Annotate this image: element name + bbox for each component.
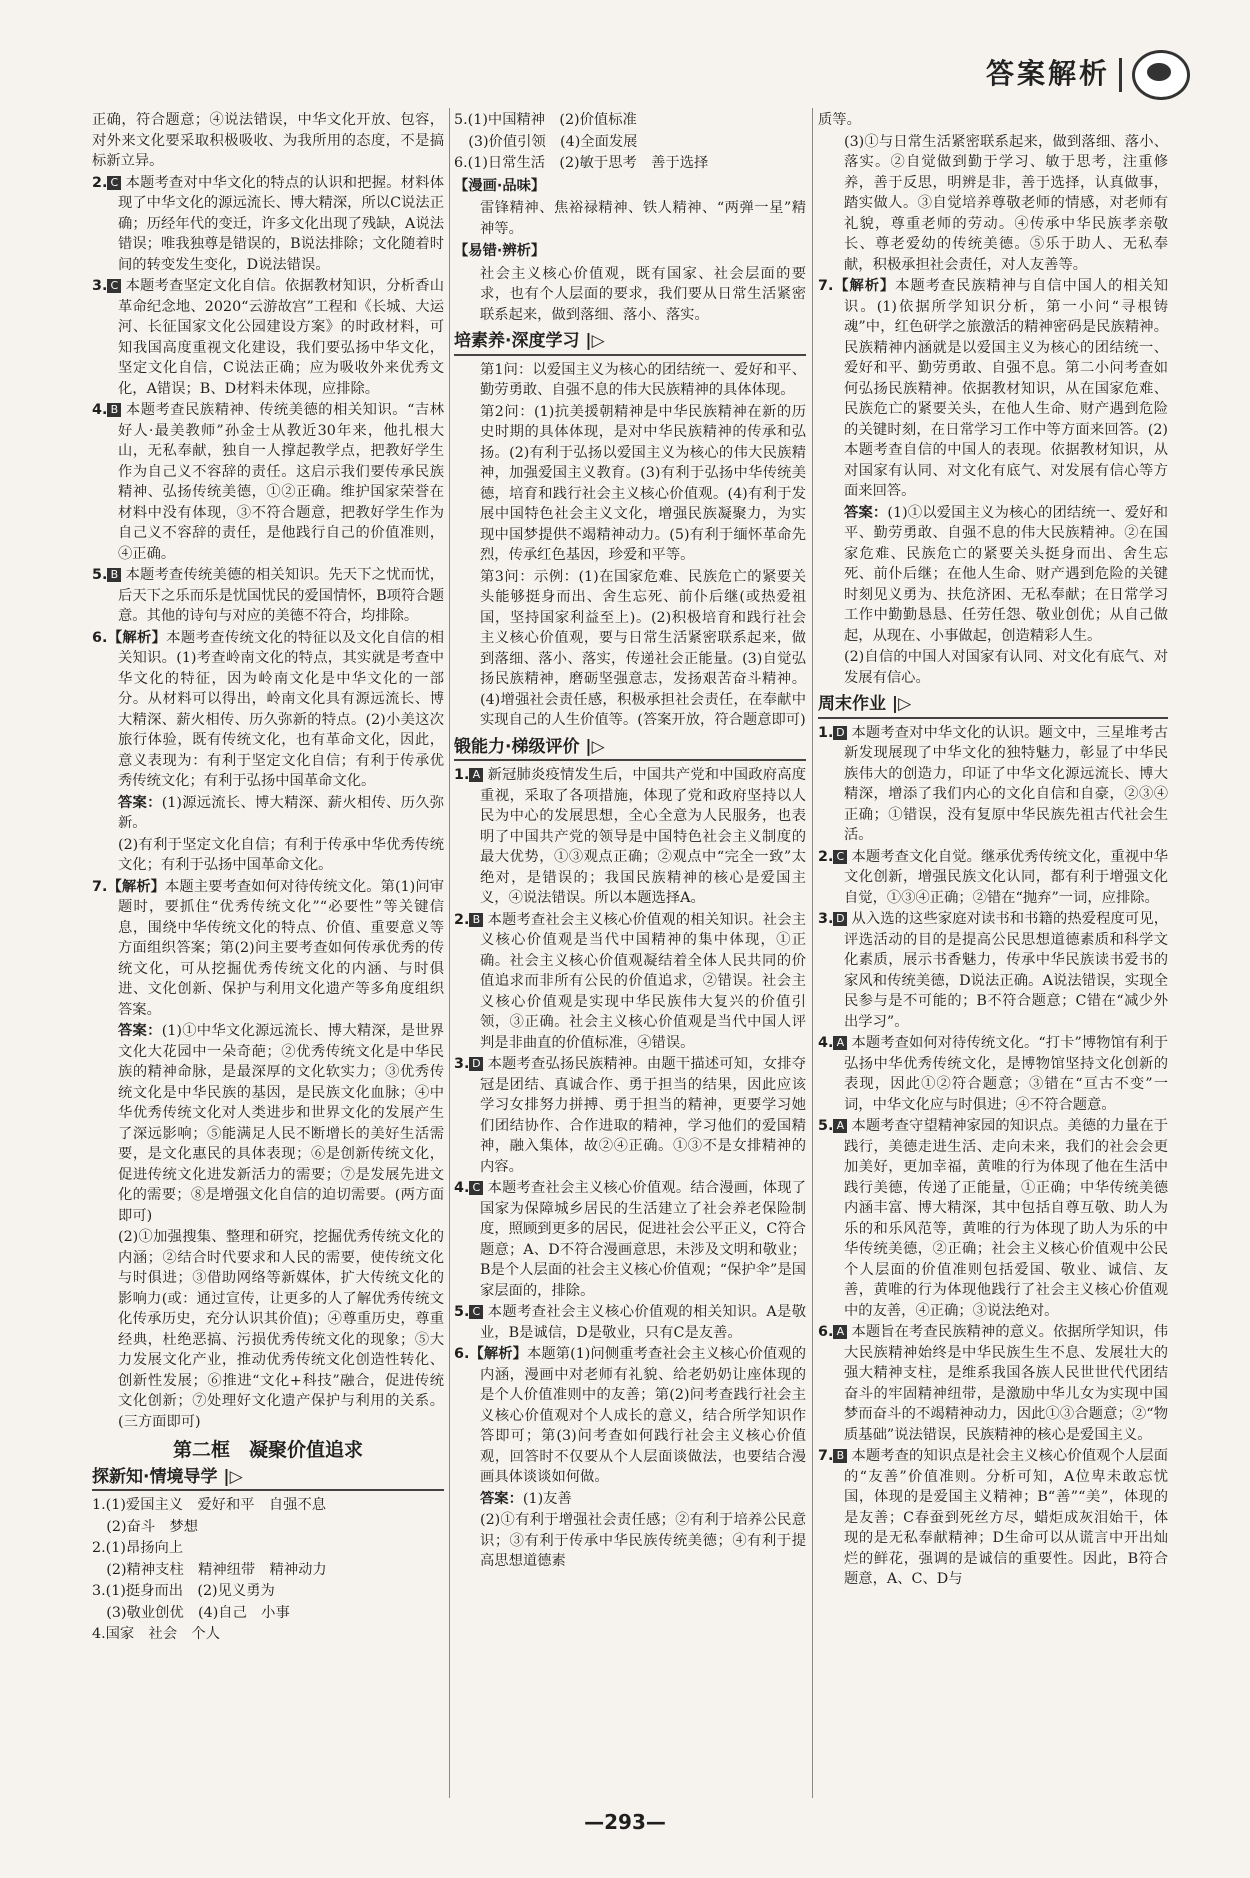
answer-item — [92, 173, 444, 276]
answer-item — [818, 503, 1168, 647]
item-number: 6. — [818, 1324, 834, 1340]
answer-line: 3.(1)挺身而出 (2)见义勇为 — [92, 1583, 275, 1599]
item-text: 本题考查对中华文化的特点的认识和把握。材料体现了中华文化的源远流长、博大精深，所以C说法正确；历经年代的变迁，许多文化出现了残缺，A说法错误；唯我独尊是错误的，B说法排除；文化随着时间的转变发生变化，D说法错误。 — [118, 174, 444, 273]
item-text: 从入选的这些家庭对读书和书籍的热爱程度可见，评选活动的目的是提高公民思想道德素质和科学文化素质，展示书香魅力，传承中华民族读书爱书的家风和传统美德，D说法正确。A说法错误，实现全民参与是不可能的；B不符合题意；C错在“减少外出学习”。 — [844, 911, 1168, 1030]
answer-label: 答案： — [118, 1023, 162, 1039]
answer-letter-badge: B — [469, 913, 483, 927]
answer-paragraph: 第3问：示例：(1)在国家危难、民族危亡的紧要关头能够挺身而出、舍生忘死、前仆后继(或热爱祖国，坚持国家利益至上)。(2)积极培育和践行社会主义核心价值观，要与日常生活紧密联系起来，做到落细、落小、落实，传递社会正能量。(3)自觉弘扬民族精神，磨砺坚强意志，发扬艰苦奋斗精神。(4)增强社会责任感，积极承担社会责任，在奉献中实现自己的人生价值等。(答案开放，符合题意即可) — [480, 568, 806, 728]
item-number: 4. — [454, 1180, 470, 1196]
answer-letter-badge: D — [833, 726, 847, 740]
item-text: 本题考查如何对待传统文化。“打卡”博物馆有利于弘扬中华优秀传统文化，是博物馆坚持文化创新的表现，因此①②符合题意；③错在“亘古不变”一词，中华文化应与时俱进；④不符合题意。 — [844, 1035, 1168, 1113]
item-text: 本题考查坚定文化自信。依据教材知识，分析香山革命纪念地、2020“云游故宫”工程和《长城、大运河、长征国家文化公园建设方案》的时政材料，可知我国高度重视文化建设，我们要弘扬中华文化，坚定文化自信，C说法正确；应为吸收外来优秀文化，A错误；B、D材料未体现，应排除。 — [118, 278, 444, 397]
item-text: 新冠肺炎疫情发生后，中国共产党和中国政府高度重视，采取了各项措施，体现了党和政府坚持以人民为中心的发展思想，全心全意为人民服务，也表明了中国共产党的领导是中国特色社会主义制度的最大优势，①③观点正确；②观点中“完全一致”太绝对，是错误的；我国民族精神的核心是爱国主义，④说法错误。所以本题选择A。 — [480, 767, 806, 906]
answer-item — [454, 1344, 806, 1488]
answer-item — [92, 1227, 444, 1432]
item-text: 本题考查社会主义核心价值观的相关知识。A是敬业，B是诚信，D是敬业，只有C是友善。 — [480, 1304, 806, 1341]
answer-line: 4.国家 社会 个人 — [92, 1626, 221, 1642]
answer-item — [818, 276, 1168, 502]
answer-letter-badge: C — [469, 1181, 483, 1195]
answer-item — [92, 835, 444, 876]
answer-item — [818, 847, 1168, 909]
item-number: 3. — [92, 278, 108, 294]
analysis-label: 【解析】 — [833, 278, 896, 294]
section-heading: 周末作业 |▷ — [818, 694, 1168, 719]
item-text: 本题第(1)问侧重考查社会主义核心价值观的内涵，漫画中对老师有礼貌、给老奶奶让座体现的是个人价值准则中的友善；第(2)问考查践行社会主义核心价值观对个人成长的意义，结合所学知识作答即可；第(3)问考查如何践行社会主义核心价值观，回答时不仅要从个人层面谈做法，也要结合漫画具体谈谈如何做。 — [480, 1346, 807, 1485]
section-heading: 探新知·情境导学 |▷ — [92, 1467, 444, 1492]
answer-item — [92, 793, 444, 834]
item-text: (2)有利于坚定文化自信；有利于传承中华优秀传统文化；有利于弘扬中国革命文化。 — [118, 836, 444, 873]
answer-line: 1.(1)爱国主义 爱好和平 自强不息 — [92, 1497, 327, 1513]
answer-letter-badge: C — [107, 279, 121, 293]
answer-label: 答案： — [118, 794, 162, 811]
answer-item — [92, 276, 444, 399]
page-number: —293— — [584, 1810, 666, 1834]
answer-line: (2)精神支柱 精神纽带 精神动力 — [92, 1561, 327, 1578]
answer-letter-badge: A — [833, 1325, 847, 1339]
item-text: (1)源远流长、博大精深、薪火相传、历久弥新。 — [118, 794, 445, 831]
item-number: 2. — [92, 174, 108, 191]
column-divider — [449, 108, 450, 1798]
item-text: 质等。 — [818, 112, 861, 128]
item-text: (1)友善 — [522, 1490, 572, 1507]
item-text: 本题主要考查如何对待传统文化。第(1)问审题时，要抓住“优秀传统文化”“必要性”等关键信息，围绕中华传统文化的特点、价值、重要意义等方面组织答案；第(2)问主要考查如何传承优秀的传统文化，可从挖掘优秀传统文化的内涵、与时俱进、文化创新、保护与利用文化遗产等多角度组织答案。 — [118, 878, 445, 1018]
answer-letter-badge: D — [833, 912, 847, 926]
section-heading: 锻能力·梯级评价 |▷ — [454, 737, 806, 762]
item-number: 5. — [818, 1118, 834, 1134]
answer-item — [818, 110, 1168, 131]
answer-item — [92, 110, 444, 172]
item-number: 1. — [818, 724, 834, 741]
item-text: 本题旨在考查民族精神的意义。依据所学知识，伟大民族精神始终是中华民族生生不息、发展壮大的强大精神支柱，是维系我国各族人民世世代代团结奋斗的牢固精神纽带，是激励中华儿女为实现中国梦而奋斗的不竭精神动力，因此①③合题意；②“物质基础”说法错误，民族精神的核心是爱国主义。 — [844, 1324, 1168, 1443]
item-number: 4. — [818, 1035, 834, 1051]
item-text: 本题考查的知识点是社会主义核心价值观个人层面的“友善”价值准则。分析可知，A位卑未敢忘忧国，体现的是爱国主义精神；B“善”“美”，体现的是友善；C春蚕到死丝方尽，蜡炬成灰泪始干，体现的是无私奉献精神；D生命可以从谎言中开出灿烂的鲜花，强调的是诚信的重要性。因此，B符合题意，A、C、D与 — [844, 1448, 1168, 1587]
item-text: 正确，符合题意；④说法错误，中华文化开放、包容，对外来文化要采取积极吸收、为我所用的态度，不是搞标新立异。 — [92, 112, 444, 169]
publisher-logo-icon — [1132, 50, 1190, 100]
item-text: (2)①有利于增强社会责任感；②有利于培养公民意识；③有利于传承中华民族传统美德；④有利于提高思想道德素 — [480, 1512, 806, 1569]
answer-letter-badge: C — [107, 176, 121, 190]
answer-letter-badge: B — [107, 568, 121, 582]
item-text: (1)①中华文化源远流长、博大精深，是世界文化大花园中一朵奇葩；②优秀传统文化是中华民族的精神命脉，是最深厚的文化软实力；③优秀传统文化是中华民族的基因，是民族文化血脉；④中华优秀传统文化对人类进步和世界文化的发展产生了深远影响；⑤能满足人民不断增长的美好生活需要，是文化惠民的具体表现；⑥是创新传统文化，促进传统文化进发新活力的需要；⑦是发展先进文化的需要；⑧是增强文化自信的迫切需要。(两方面即可) — [118, 1023, 445, 1224]
item-text: 本题考查民族精神、传统美德的相关知识。“吉林好人·最美教师”孙金士从教近30年来，他扎根大山，无私奉献，独自一人撑起教学点，把教好学生作为自己义不容辞的责任。这启示我们要传承民族精神、弘扬传统美德，①②正确。维护国家荣誉在材料中没有体现，③不符合题意，把教好学生作为自己义不容辞的责任，是他践行自己的价值准则，④正确。 — [118, 402, 444, 562]
column-right — [818, 110, 1168, 1591]
answer-item — [92, 628, 444, 792]
answer-item — [818, 1322, 1168, 1445]
column-divider — [812, 108, 813, 1798]
answer-letter-badge: C — [833, 850, 847, 864]
answer-paragraph: 第1问：以爱国主义为核心的团结统一、爱好和平、勤劳勇敢、自强不息的伟大民族精神的具体体现。 — [480, 361, 807, 398]
section-heading: 培素养·深度学习 |▷ — [454, 331, 806, 356]
item-number: 7. — [818, 1448, 834, 1464]
analysis-label: 【解析】 — [107, 878, 165, 895]
analysis-label: 【解析】 — [469, 1346, 527, 1362]
item-text: 本题考查传统美德的相关知识。先天下之忧而忧，后天下之乐而乐是忧国忧民的爱国情怀，B项符合题意。其他的诗句与对应的美德不符合，均排除。 — [118, 567, 444, 624]
answer-letter-badge: A — [833, 1036, 847, 1050]
answer-letter-badge: B — [107, 403, 121, 417]
item-number: 5. — [92, 567, 108, 583]
answer-item — [454, 1489, 806, 1510]
item-text: 本题考查传统文化的特征以及文化自信的相关知识。(1)考查岭南文化的特点，其实就是考查中华文化的特征，因为岭南文化是中华文化的一部分。从材料可以得出，岭南文化具有源远流长、博大精深、薪火相传、历久弥新的特点。(2)小美这次旅行体验，既有传统文化，也有革命文化，因此，意义表现为：有利于坚定文化自信；有利于传承优秀传统文化；有利于弘扬中国革命文化。 — [118, 629, 445, 789]
column-left — [92, 110, 444, 1646]
item-text: 本题考查守望精神家园的知识点。美德的力量在于践行，美德走进生活、走向未来，我们的社会会更加美好，更加幸福，黄唯的行为体现了他在生活中践行美德，传递了正能量，①正确；中华传统美德内涵丰富、博大精深，其中包括自尊互敬、助人为乐的和乐风范等，黄唯的行为体现了助人为乐的中华传统美德，②正确；社会主义核心价值观中公民个人层面的价值准则包括爱国、敬业、诚信、友善，黄唯的行为体现他践行了社会主义核心价值观中的友善，④正确；③说法绝对。 — [844, 1118, 1168, 1319]
answer-item — [454, 1178, 806, 1301]
item-text: (2)自信的中国人对国家有认同、对文化有底气、对发展有信心。 — [844, 649, 1168, 686]
item-number: 4. — [92, 402, 108, 418]
item-number: 7. — [92, 878, 108, 895]
answer-letter-badge: A — [469, 768, 483, 782]
analysis-label: 【解析】 — [107, 629, 167, 646]
item-number: 6. — [454, 1346, 470, 1362]
answer-label: 答案： — [480, 1490, 523, 1507]
item-number: 2. — [818, 848, 834, 865]
item-number: 3. — [454, 1056, 470, 1072]
answer-item — [454, 1054, 806, 1177]
answer-line: (3)敬业创优 (4)自己 小事 — [92, 1604, 290, 1621]
page-header-title: 答案解析 — [985, 57, 1110, 90]
answer-item — [818, 1116, 1168, 1321]
answer-letter-badge: C — [469, 1305, 483, 1319]
answer-item — [454, 1302, 806, 1343]
item-text: 本题考查对中华文化的认识。题文中，三星堆考古新发现展现了中华文化的独特魅力，彰显了中华民族伟大的创造力，印证了中华文化源远流长、博大精深，增添了我们内心的文化自信和自豪，②③④正确；①错误，没有复原中华民族先祖古代社会生活。 — [844, 724, 1168, 843]
item-text: (1)①以爱国主义为核心的团结统一、爱好和平、勤劳勇敢、自强不息的伟大民族精神。②在国家危难、民族危亡的紧要关头挺身而出、舍生忘死、前仆后继；在他人生命、财产遇到危险的关键时刻见义勇为、扶危济困、无私奉献；在日常学习工作中勤勤恳恳、任劳任怨、敬业创优；从自己做起，从现在、小事做起，创造精彩人生。 — [844, 504, 1169, 644]
item-number: 3. — [818, 911, 834, 927]
subsection-tag: 【漫画·品味】 — [454, 177, 546, 194]
item-text: 本题考查社会主义核心价值观的相关知识。社会主义核心价值观是当代中国精神的集中体现，①正确。社会主义核心价值观凝结着全体人民共同的价值追求而非所有公民的价值追求，②错误。社会主义核心价值观是实现中华民族伟大复兴的价值引领，③正确。社会主义核心价值观是当代中国人评判是非曲直的价值标准，④错误。 — [480, 911, 806, 1051]
answer-line: 5.(1)中国精神 (2)价值标准 — [454, 112, 637, 128]
item-text: 本题考查社会主义核心价值观。结合漫画，体现了国家为保障城乡居民的生活建立了社会养老保险制度，照顾到更多的居民，促进社会公平正义，C符合题意；A、D不符合漫画意思，未涉及文明和敬业；B是个人层面的社会主义核心价值观；“保护伞”是国家层面的，排除。 — [480, 1180, 806, 1299]
item-number: 2. — [454, 911, 470, 928]
item-text: (2)①加强搜集、整理和研究，挖掘优秀传统文化的内涵；②结合时代要求和人民的需要，使传统文化与时俱进；③借助网络等新媒体，扩大传统文化的影响力(或：通过宣传，让更多的人了解优秀传统文化传承历史，充分认识其价值)；④尊重历史，尊重经典，杜绝恶搞、污损优秀传统文化的现象；⑤大力发展文化产业，推动优秀传统文化创造性转化、创新性发展；⑥推进“文化+科技”融合，促进传统文化创新；⑦处理好文化遗产保护与利用的关系。(三方面即可) — [118, 1229, 444, 1430]
answer-line: 2.(1)昂扬向上 — [92, 1540, 184, 1556]
answer-paragraph: 第2问：(1)抗美援朝精神是中华民族精神在新的历史时期的具体体现，是对中华民族精神的传承和弘扬。(2)有利于弘扬以爱国主义为核心的伟大民族精神，加强爱国主义教育。(3)有利于弘扬中华传统美德，培育和践行社会主义核心价值观。(4)有利于发展中国特色社会主义文化，增强民族凝聚力，为实现中国梦提供不竭精神动力。(5)有利于缅怀革命先烈，传承红色基因，珍爱和平等。 — [480, 403, 806, 563]
item-text: 本题考查文化自觉。继承优秀传统文化，重视中华文化创新，增强民族文化认同，都有利于增强文化自觉，①③④正确；②错在“抛弃”一词，应排除。 — [844, 848, 1168, 906]
item-number: 7. — [818, 278, 834, 294]
item-number: 1. — [454, 767, 470, 783]
answer-item — [454, 910, 806, 1054]
answer-letter-badge: B — [833, 1449, 847, 1463]
answer-item — [818, 647, 1168, 688]
answer-item — [818, 723, 1168, 846]
lesson-title: 第二框 凝聚价值追求 — [172, 1439, 363, 1461]
answer-item — [92, 400, 444, 564]
answer-item — [92, 565, 444, 627]
answer-item — [92, 1021, 444, 1226]
answer-line: 6.(1)日常生活 (2)敏于思考 善于选择 — [454, 155, 709, 171]
answer-line: 雷锋精神、焦裕禄精神、铁人精神、“两弹一星”精神等。 — [480, 200, 806, 237]
item-number: 6. — [92, 629, 108, 646]
answer-item — [454, 765, 806, 909]
answer-label: 答案： — [844, 504, 888, 521]
answer-letter-badge: A — [833, 1119, 847, 1133]
answer-item — [454, 1510, 806, 1572]
answer-item — [92, 877, 444, 1021]
subsection-tag: 【易错·辨析】 — [454, 243, 546, 259]
answer-item — [818, 909, 1168, 1032]
header-divider — [1119, 58, 1122, 92]
item-text: 本题考查民族精神与自信中国人的相关知识。(1)依据所学知识分析，第一小问“寻根铸魂”中，红色研学之旅激活的精神密码是民族精神。民族精神内涵就是以爱国主义为核心的团结统一、爱好和平、勤劳勇敢、自强不息。第二小问考查如何弘扬民族精神。依据教材知识，从在国家危难、民族危亡的紧要关头，在他人生命、财产遇到危险的关键时刻，在日常学习工作中等方面来回答。(2)本题考查自信的中国人的表现。依据教材知识，从对国家有认同、对文化有底气、对发展有信心等方面来回答。 — [844, 278, 1169, 499]
column-middle — [454, 110, 806, 1573]
answer-line: 社会主义核心价值观，既有国家、社会层面的要求，也有个人层面的要求，我们要从日常生活紧密联系起来，做到落细、落小、落实。 — [480, 265, 806, 323]
answer-item — [818, 132, 1168, 276]
item-text: 本题考查弘扬民族精神。由题干描述可知，女排夺冠是团结、真诚合作、勇于担当的结果，因此应该学习女排努力拼搏、勇于担当的精神，更要学习她们团结协作、合作进取的精神，学习他们的爱国精神，融入集体，故②④正确。①③不是女排精神的内容。 — [480, 1056, 806, 1175]
item-number: 5. — [454, 1304, 470, 1320]
answer-line: (3)价值引领 (4)全面发展 — [454, 133, 638, 150]
answer-line: (2)奋斗 梦想 — [92, 1518, 199, 1535]
answer-item — [818, 1446, 1168, 1590]
item-text: (3)①与日常生活紧密联系起来，做到落细、落小、落实。②自觉做到勤于学习、敏于思考，注重修养，善于反思，明辨是非，善于选择，认真做事，踏实做人。③自觉培养尊敬老师的情感，对老师有礼貌，尊重老师的劳动。④传承中华民族孝亲敬长、尊老爱幼的传统美德。⑤乐于助人、无私奉献，积极承担社会责任，对人友善等。 — [844, 133, 1168, 273]
answer-item — [818, 1033, 1168, 1115]
answer-letter-badge: D — [469, 1057, 483, 1071]
